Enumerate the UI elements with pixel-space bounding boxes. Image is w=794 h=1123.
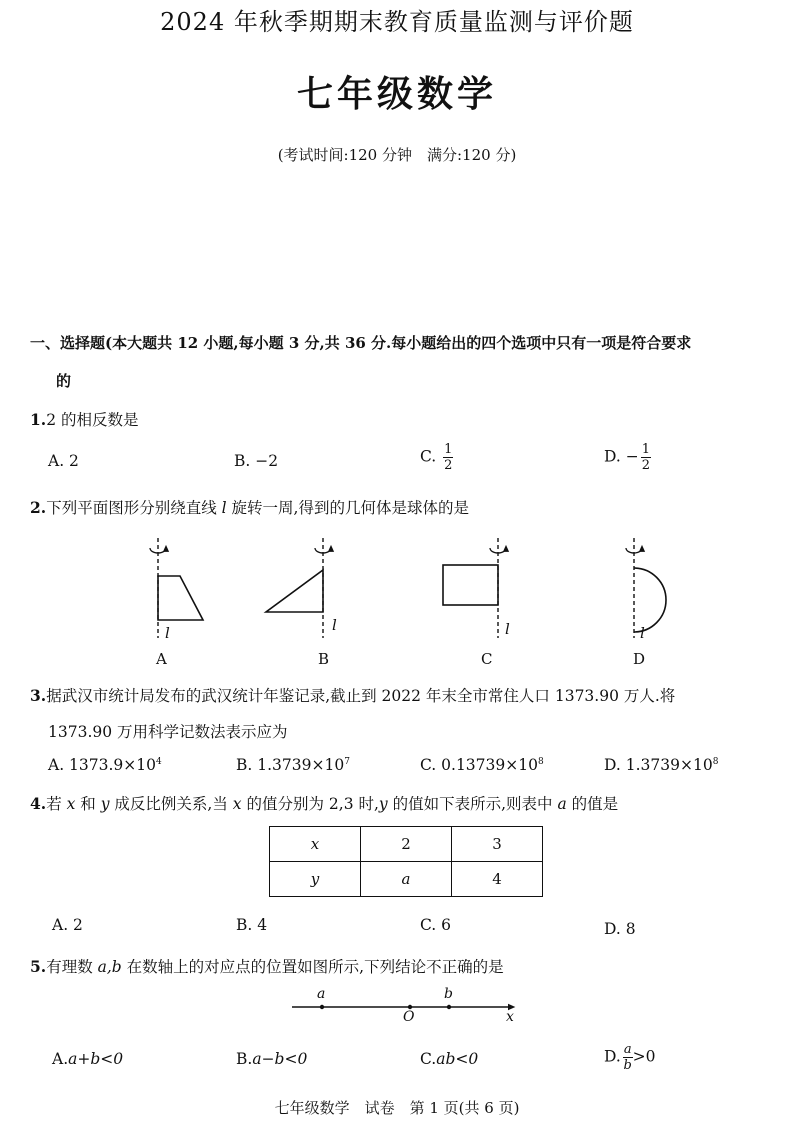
question-4: 4.若 x 和 y 成反比例关系,当 x 的值分别为 2,3 时,y 的值如下表所示,则表中 a 的值是 <box>30 794 619 813</box>
section-heading: 一、选择题(本大题共 12 小题,每小题 3 分,共 36 分.每小题给出的四个选项中只有一项是符合要求 <box>30 334 692 352</box>
figure-label-b: B <box>318 650 330 668</box>
figure-a-trapezoid <box>150 538 203 638</box>
table-row <box>270 862 543 897</box>
q1-option-c: C. $\frac{1}{2}$ <box>420 442 453 473</box>
question-5: 5.有理数 a,b 在数轴上的对应点的位置如图所示,下列结论不正确的是 <box>30 957 504 976</box>
numberline-label-origin: O <box>403 1009 415 1025</box>
q3-option-c: C. $0.13739\times 10^8$ <box>420 756 544 774</box>
exam-title: 2024 年秋季期期末教育质量监测与评价题 <box>160 8 634 36</box>
q1-option-b: B. −2 <box>234 452 279 470</box>
question-3: 3.据武汉市统计局发布的武汉统计年鉴记录,截止到 2022 年末全市常住人口 1373.90 万人.将 <box>30 686 676 705</box>
q4-option-d: D. 8 <box>604 920 636 938</box>
q3-option-b: B. $1.3739\times 10^7$ <box>236 756 350 774</box>
subject-title: 七年级数学 <box>296 73 497 115</box>
q1-option-a: A. 2 <box>48 452 79 470</box>
exam-info: (考试时间:120 分钟 满分:120 分) <box>277 146 517 164</box>
figure-label-a: A <box>156 650 167 668</box>
axis-label-l: l <box>640 624 645 642</box>
figure-d-semicircle <box>626 538 666 638</box>
fraction: $\frac{1}{2}$ <box>641 442 650 473</box>
table-cell: 4 <box>452 862 543 897</box>
numberline-label-b: b <box>444 986 453 1002</box>
table-cell: 2 <box>361 827 452 862</box>
q4-option-c: C. 6 <box>420 916 452 934</box>
number-line <box>292 1005 512 1009</box>
table-cell: x <box>270 827 361 862</box>
point-b <box>447 1005 451 1009</box>
axis-label-l: l <box>165 624 170 642</box>
numberline-label-a: a <box>317 986 326 1002</box>
section-heading-tail: 的 <box>56 372 72 390</box>
table-cell: y <box>270 862 361 897</box>
figure-b-triangle <box>266 538 331 638</box>
q5-option-b: B.a−b<0 <box>236 1050 308 1068</box>
question-3-line2: 1373.90 万用科学记数法表示应为 <box>48 723 288 741</box>
q4-option-b: B. 4 <box>236 916 268 934</box>
axis-label-l: l <box>505 620 510 638</box>
q1-option-d: D. − $\frac{1}{2}$ <box>604 442 650 473</box>
table-cell: 3 <box>452 827 543 862</box>
fraction: $\frac{1}{2}$ <box>444 442 453 473</box>
figure-label-c: C <box>481 650 493 668</box>
question-number: 1. <box>30 410 47 429</box>
value-table <box>269 826 543 897</box>
fraction: $\frac{a}{b}$ <box>623 1042 632 1073</box>
numberline-label-x: x <box>506 1009 514 1025</box>
question-2: 2.下列平面图形分别绕直线 l 旋转一周,得到的几何体是球体的是 <box>30 498 469 517</box>
question-stem: 2 的相反数是 <box>46 411 139 429</box>
q4-option-a: A. 2 <box>52 916 83 934</box>
q3-option-d: D. $1.3739\times 10^8$ <box>604 756 719 774</box>
q3-option-a: A. $1373.9\times 10^4$ <box>48 756 162 774</box>
table-row <box>270 827 543 862</box>
page-footer: 七年级数学 试卷 第 1 页(共 6 页) <box>274 1099 520 1117</box>
figure-label-d: D <box>633 650 646 668</box>
q5-option-c: C.ab<0 <box>420 1050 479 1068</box>
q5-option-d: D. $\frac{a}{b}$ >0 <box>604 1042 656 1073</box>
point-a <box>320 1005 324 1009</box>
table-cell: a <box>361 862 452 897</box>
figure-c-rectangle <box>443 538 506 638</box>
q5-option-a: A.a+b<0 <box>52 1050 124 1068</box>
axis-label-l: l <box>332 616 337 634</box>
